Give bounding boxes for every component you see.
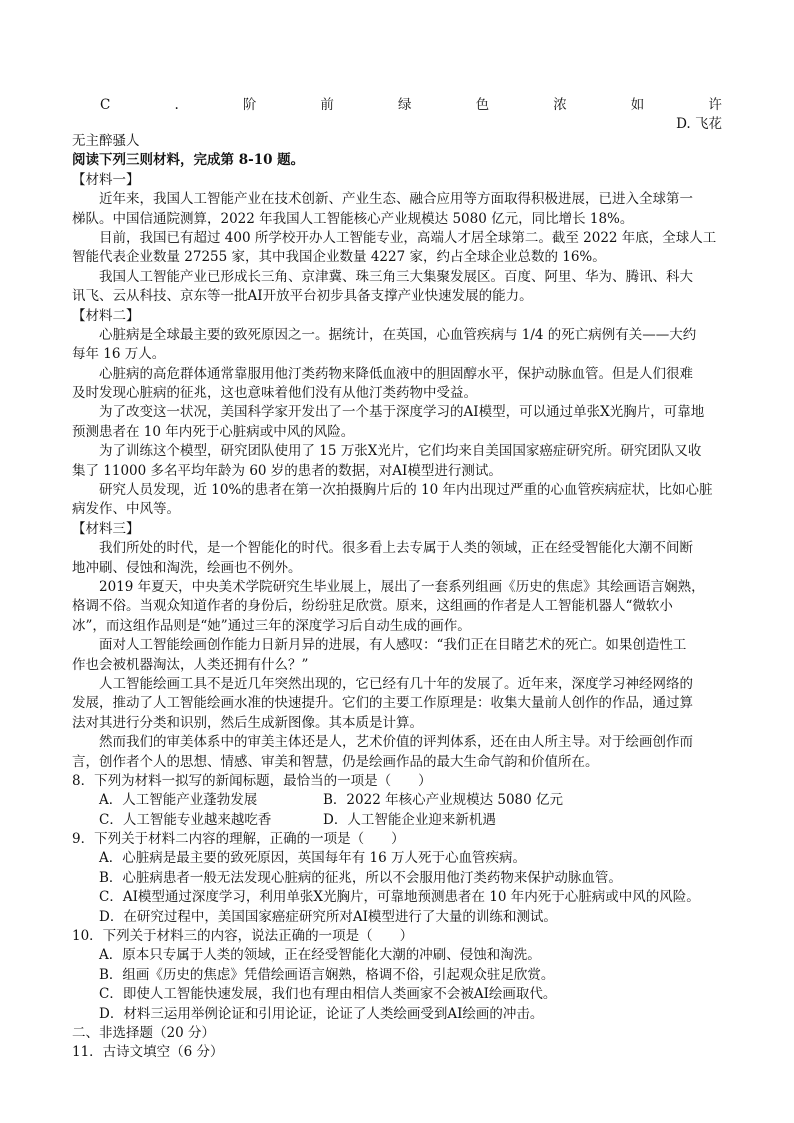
option-a: A．人工智能产业蓬勃发展	[99, 792, 258, 809]
paragraph-line: 作也会被机器淘汰，人类还拥有什么？”	[72, 656, 309, 673]
option-d: D．在研究过程中，美国国家癌症研究所对AI模型进行了大量的训练和测试。	[99, 908, 557, 925]
paragraph-line: 冰”，而这组作品则是“她”通过三年的深度学习后自动生成的画作。	[72, 617, 471, 634]
spread-char: 绿	[398, 97, 412, 113]
document-page	[72, 95, 722, 1063]
paragraph-line: 地冲刷、侵蚀和淘洗，绘画也不例外。	[72, 559, 302, 576]
question-8-stem: 8．下列为材料一拟写的新闻标题，最恰当的一项是（ ）	[72, 772, 432, 789]
paragraph-line: 病发作、中风等。	[72, 501, 180, 518]
material1-title: 【材料一】	[72, 171, 140, 188]
reading-instruction: 阅读下列三则材料，完成第 8-10 题。	[72, 152, 305, 169]
spread-char: C	[100, 97, 111, 113]
option-b: B．组画《历史的焦虑》凭借绘画语言娴熟，格调不俗，引起观众驻足欣赏。	[99, 966, 555, 983]
paragraph-line: 言，创作者个人的思想、情感、审美和智慧，仍是绘画作品的最大生命气韵和价值所在。	[72, 753, 599, 770]
paragraph-line: 智能代表企业数量 27255 家，其中我国企业数量 4227 家，约占全球企业总数的 16%。	[72, 249, 606, 266]
paragraph-line: 格调不俗。当观众知道作者的身份后，纷纷驻足欣赏。原来，这组画的作者是人工智能机器人“微软小	[72, 598, 673, 615]
paragraph-line: 梯队。中国信通院测算，2022 年我国人工智能核心产业规模达 5080 亿元，同比增长 18%。	[72, 210, 634, 227]
option-c: C．AI模型通过深度学习，利用单张X光胸片，可靠地预测患者在 10 年内死于心脏病或中风的风险。	[99, 889, 700, 906]
spread-line	[72, 95, 722, 116]
paragraph-line: 我们所处的时代，是一个智能化的时代。很多看上去专属于人类的领域，正在经受智能化大潮不间断	[99, 540, 693, 557]
paragraph-line: 为了训练这个模型，研究团队使用了 15 万张X光片，它们均来自美国国家癌症研究所。研究团队又收	[99, 443, 702, 460]
question-11-stem: 11．古诗文填空（6 分）	[72, 1044, 224, 1061]
paragraph-line: 心脏病的高危群体通常靠服用他汀类药物来降低血液中的胆固醇水平，保护动脉血管。但是人们很难	[99, 365, 693, 382]
spread-char: 色	[475, 97, 490, 113]
paragraph-line: 及时发现心脏病的征兆，这也意味着他们没有从他汀类药物中受益。	[72, 385, 477, 402]
question-8-options-row2	[72, 811, 722, 830]
question-9-stem: 9．下列关于材料二内容的理解，正确的一项是（ ）	[72, 831, 405, 848]
paragraph-line: 每年 16 万人。	[72, 346, 166, 363]
spread-char: .	[174, 97, 179, 113]
option-c: C．人工智能专业越来越吃香	[99, 811, 272, 828]
option-b: B．心脏病患者一般无法发现心脏病的征兆，所以不会服用他汀类药物来保护动脉血管。	[99, 869, 622, 886]
paragraph-line: 心脏病是全球最主要的致死原因之一。据统计，在英国，心血管疾病与 1/4 的死亡病例有关——大约	[99, 326, 697, 343]
question-8-options-row1	[72, 791, 722, 810]
option-d-continued: 无主醉骚人	[72, 133, 140, 149]
material2-title: 【材料二】	[72, 307, 140, 324]
paragraph-line: 发展，推动了人工智能绘画水准的快速提升。它们的主要工作原理是：收集大量前人创作的作品，通过算	[72, 695, 693, 712]
paragraph-line: 预测患者在 10 年内死于心脏病或中风的风险。	[72, 423, 355, 440]
spread-char: 如	[630, 97, 645, 113]
spread-char: 许	[708, 97, 722, 113]
paragraph-line: 2019 年夏天，中央美术学院研究生毕业展上，展出了一套系列组画《历史的焦虑》其绘画语言娴熟，	[99, 578, 705, 595]
paragraph-line: 我国人工智能产业已形成长三角、京津冀、珠三角三大集聚发展区。百度、阿里、华为、腾讯、科大	[99, 268, 693, 285]
question-10-stem: 10．下列关于材料三的内容，说法正确的一项是（ ）	[72, 928, 414, 945]
paragraph-line: 讯飞、云从科技、京东等一批AI开放平台初步具备支撑产业快速发展的能力。	[72, 288, 533, 305]
material3-title: 【材料三】	[72, 520, 140, 537]
option-d: D．材料三运用举例论证和引用论证，论证了人类绘画受到AI绘画的冲击。	[99, 1005, 544, 1022]
section-2-heading: 二、非选择题（20 分）	[72, 1024, 215, 1041]
paragraph-line: 人工智能绘画工具不是近几年突然出现的，它已经有几十年的发展了。近年来，深度学习神经网络的	[99, 675, 693, 692]
paragraph-line: 近年来，我国人工智能产业在技术创新、产业生态、融合应用等方面取得积极进展，已进入全球第一	[99, 191, 693, 208]
paragraph-line: 为了改变这一状况，美国科学家开发出了一个基于深度学习的AI模型，可以通过单张X光胸片，可靠地	[99, 404, 705, 421]
option-b: B．2022 年核心产业规模达 5080 亿元	[323, 792, 564, 809]
option-c: C．即使人工智能快速发展，我们也有理由相信人类画家不会被AI绘画取代。	[99, 986, 557, 1003]
option-a: A．心脏病是最主要的致死原因，英国每年有 16 万人死于心血管疾病。	[99, 850, 527, 867]
option-d-line: D. 飞花	[676, 116, 722, 132]
option-a: A．原本只专属于人类的领域，正在经受智能化大潮的冲刷、侵蚀和淘洗。	[99, 947, 541, 964]
paragraph-line: 面对人工智能绘画创作能力日新月异的进展，有人感叹：“我们正在目睹艺术的死亡。如果创造性工	[99, 637, 687, 654]
paragraph-line: 目前，我国已有超过 400 所学校开办人工智能专业，高端人才居全球第二。截至 2022 年底，全球人工	[99, 229, 717, 246]
paragraph-line: 研究人员发现，近 10%的患者在第一次拍摄胸片后的 10 年内出现过严重的心血管疾病症状，比如心脏	[99, 482, 713, 499]
paragraph-line: 集了 11000 多名平均年龄为 60 岁的患者的数据，对AI模型进行测试。	[72, 462, 502, 479]
spread-char: 浓	[553, 97, 567, 113]
option-d: D．人工智能企业迎来新机遇	[323, 811, 496, 828]
paragraph-line: 然而我们的审美体系中的审美主体还是人，艺术价值的评判体系，还在由人所主导。对于绘画创作而	[99, 734, 693, 751]
paragraph-line: 法对其进行分类和识别，然后生成新图像。其本质是计算。	[72, 714, 423, 731]
spread-char: 前	[320, 97, 334, 113]
spread-char: 阶	[242, 97, 257, 113]
